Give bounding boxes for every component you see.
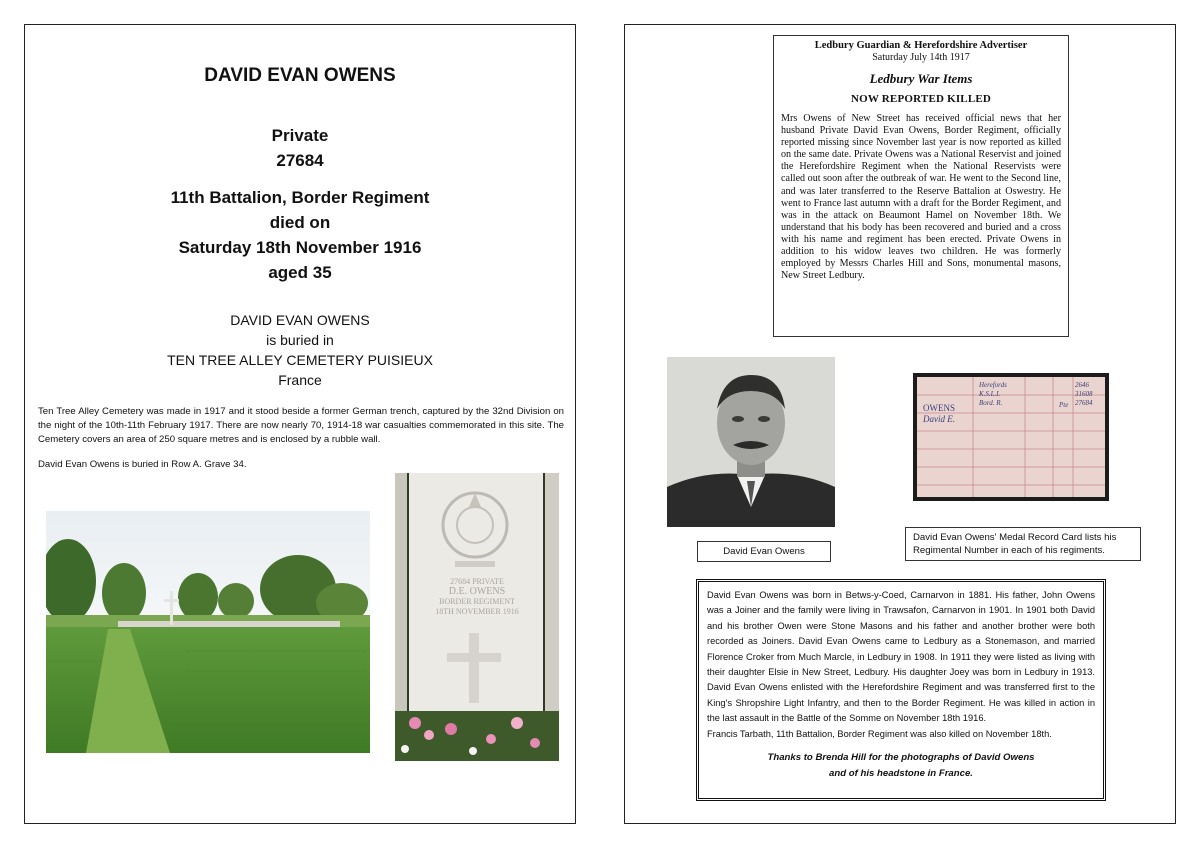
medal-card-forename: David E.: [923, 414, 955, 424]
died-on-label: died on: [269, 213, 331, 232]
rank-block: [25, 123, 575, 173]
headstone-photo-image: [395, 473, 559, 761]
burial-block: [25, 310, 575, 390]
thanks-line-1: Thanks to Brenda Hill for the photographs of David Owens: [767, 752, 1035, 764]
newspaper-body: Mrs Owens of New Street has received official news that her husband Private David Evan Owens, Border Regiment, officially reported missing since November last year is now reported as killed on the same date. Private Owens was a National Reservist and joined the Herefordshire Regiment when the National Reservists were called out soon after the outbreak of war. He went to the Second line, and was later transferred to the Reserve Battalion at Oswestry. He went to France last autumn with a draft for the Border Regiment, and was in the attack on Beaumont Hamel on November 18th. We understand that his body has been recovered and buried and a cross with his name and regiment has been erected. Private Owens in addition to his widow leaves two children. He was formerly employed by Messrs Charles Hill and Sons, monumental masons, New Street Ledbury.: [781, 113, 1061, 282]
newspaper-headline: NOW REPORTED KILLED: [850, 93, 992, 105]
newspaper-name: Ledbury Guardian & Herefordshire Advertiser: [814, 40, 1028, 51]
age: aged 35: [268, 263, 332, 282]
country: France: [278, 372, 322, 388]
biography-box: [696, 579, 1106, 801]
burial-name: DAVID EVAN OWENS: [230, 312, 370, 328]
cemetery-name: TEN TREE ALLEY CEMETERY PUISIEUX: [167, 352, 433, 368]
newspaper-section: Ledbury War Items: [869, 71, 973, 86]
headstone-photo: [395, 473, 559, 761]
burial-is: is buried in: [266, 332, 334, 348]
headstone-inscription: [395, 577, 559, 617]
portrait-image: [667, 357, 835, 527]
medal-card-corps2: K.S.L.I.: [979, 390, 1001, 398]
rank: Private: [271, 126, 329, 145]
right-page: [624, 24, 1176, 824]
service-number: 27684: [276, 151, 324, 170]
newspaper-article: [773, 35, 1069, 337]
headstone-name: D.E. OWENS: [448, 586, 506, 597]
medal-card-surname: OWENS: [923, 403, 955, 413]
unit-block: [25, 185, 575, 285]
medal-card-corps1: Herefords: [979, 381, 1007, 389]
medal-caption: David Evan Owens' Medal Record Card lists his Regimental Number in each of his regiments.: [905, 527, 1141, 561]
headstone-date: 18TH NOVEMBER 1916: [435, 607, 519, 616]
cemetery-description: Ten Tree Alley Cemetery was made in 1917 and it stood beside a former German trench, captured by the 32nd Division on the night of the 10th-11th February 1917. There are now nearly 70, 1914-18 war casualties commemorated in this site. The Cemetery covers an area of 250 square metres and is enclosed by a rubble wall.: [38, 406, 564, 445]
death-date: Saturday 18th November 1916: [178, 238, 422, 257]
medal-card-number3: 27684: [1075, 399, 1093, 407]
portrait-caption: David Evan Owens: [697, 541, 831, 562]
cemetery-photo: [46, 511, 370, 753]
headstone-regiment: BORDER REGIMENT: [439, 597, 515, 606]
medal-card-name: [923, 403, 955, 425]
biography-note: Francis Tarbath, 11th Battalion, Border Regiment was also killed on November 18th.: [707, 728, 1052, 739]
portrait-photo: [667, 357, 835, 527]
medal-card-corps: [979, 381, 1007, 408]
cemetery-photo-image: [46, 511, 370, 753]
medal-card-numbers: [1075, 381, 1093, 408]
left-page: [24, 24, 576, 824]
newspaper-date: Saturday July 14th 1917: [872, 52, 970, 63]
medal-card-corps3: Bord. R.: [979, 399, 1003, 407]
thanks-line-2: and of his headstone in France.: [829, 768, 973, 780]
medal-card-number1: 2646: [1075, 381, 1089, 389]
headstone-service: 27684 PRIVATE: [450, 577, 504, 586]
medal-card-number2: 31608: [1075, 390, 1093, 398]
biography-text: David Evan Owens was born in Betws-y-Coed, Carnarvon in 1881. His father, John Owens was a Joiner and the family were living in Trawsafon, Carnarvon in 1901. In 1901 both David and his brother Owen were Stone Masons and his father and another brother were both recorded as Joiners. David Evan Owens came to Ledbury as a Stonemason, and married Florence Croker from Much Marcle, in Ledbury in 1908. In 1911 they were listed as living with their daughter Elsie in New Street, Ledbury. His daughter Joey was born in Ledbury in 1913. David Evan Owens enlisted with the Herefordshire Regiment and was transferred first to the King's Shropshire Light Infantry, and then to the Border Regiment. He was killed in action in the last assault in the Battle of the Somme on November 18th 1916.: [707, 590, 1095, 724]
medal-card-rank: Pte: [1059, 401, 1069, 409]
unit: 11th Battalion, Border Regiment: [170, 188, 430, 207]
page-title: DAVID EVAN OWENS: [204, 65, 396, 86]
medal-record-card: [913, 373, 1109, 501]
thanks-note: [707, 750, 1095, 782]
row-grave: David Evan Owens is buried in Row A. Grave 34.: [38, 459, 247, 470]
